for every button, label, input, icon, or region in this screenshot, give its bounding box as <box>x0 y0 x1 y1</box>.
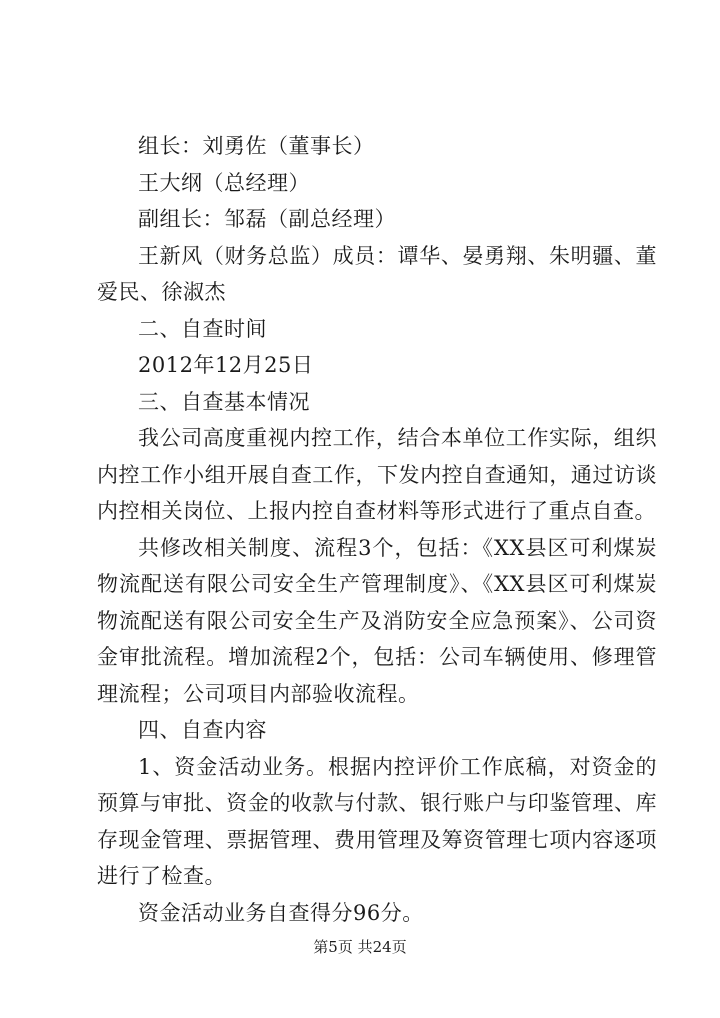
paragraph-leader: 组长：刘勇佐（董事长） <box>138 134 375 158</box>
paragraph-fund-score: 资金活动业务自查得分96分。 <box>138 900 424 925</box>
heading-inspection-time: 二、自查时间 <box>138 316 267 341</box>
paragraph-basic-situation: 我公司高度重视内控工作，结合本单位工作实际，组织内控工作小组开展自查工作，下发内控自查通知，通过访谈内控相关岗位、上报内控自查材料等形式进行了重点自查。 <box>97 426 657 523</box>
paragraph-general-manager: 王大纲（总经理） <box>138 170 310 195</box>
paragraph-inspection-date: 2012年12月25日 <box>138 353 314 377</box>
heading-inspection-content: 四、自查内容 <box>138 718 267 742</box>
paragraph-fund-activities: 1、资金活动业务。根据内控评价工作底稿，对资金的预算与审批、资金的收款与付款、银行账户与印鉴管理、库存现金管理、票据管理、费用管理及筹资管理七项内容逐项进行了检查。 <box>97 754 657 888</box>
heading-basic-situation: 三、自查基本情况 <box>138 389 310 414</box>
paragraph-revised-procedures: 共修改相关制度、流程3个，包括：《XX县区可利煤炭物流配送有限公司安全生产管理制度》、《XX县区可利煤炭物流配送有限公司安全生产及消防安全应急预案》、公司资金审批流程。增加流程2个，包括：公司车辆使用、修理管理流程；公司项目内部验收流程。 <box>97 535 657 706</box>
paragraph-deputy-leader: 副组长：邹磊（副总经理） <box>138 207 396 231</box>
document-body <box>97 128 657 931</box>
page-number-footer: 第5页 共24页 <box>313 938 407 956</box>
paragraph-members: 王新风（财务总监）成员：谭华、晏勇翔、朱明疆、董爱民、徐淑杰 <box>97 243 657 304</box>
